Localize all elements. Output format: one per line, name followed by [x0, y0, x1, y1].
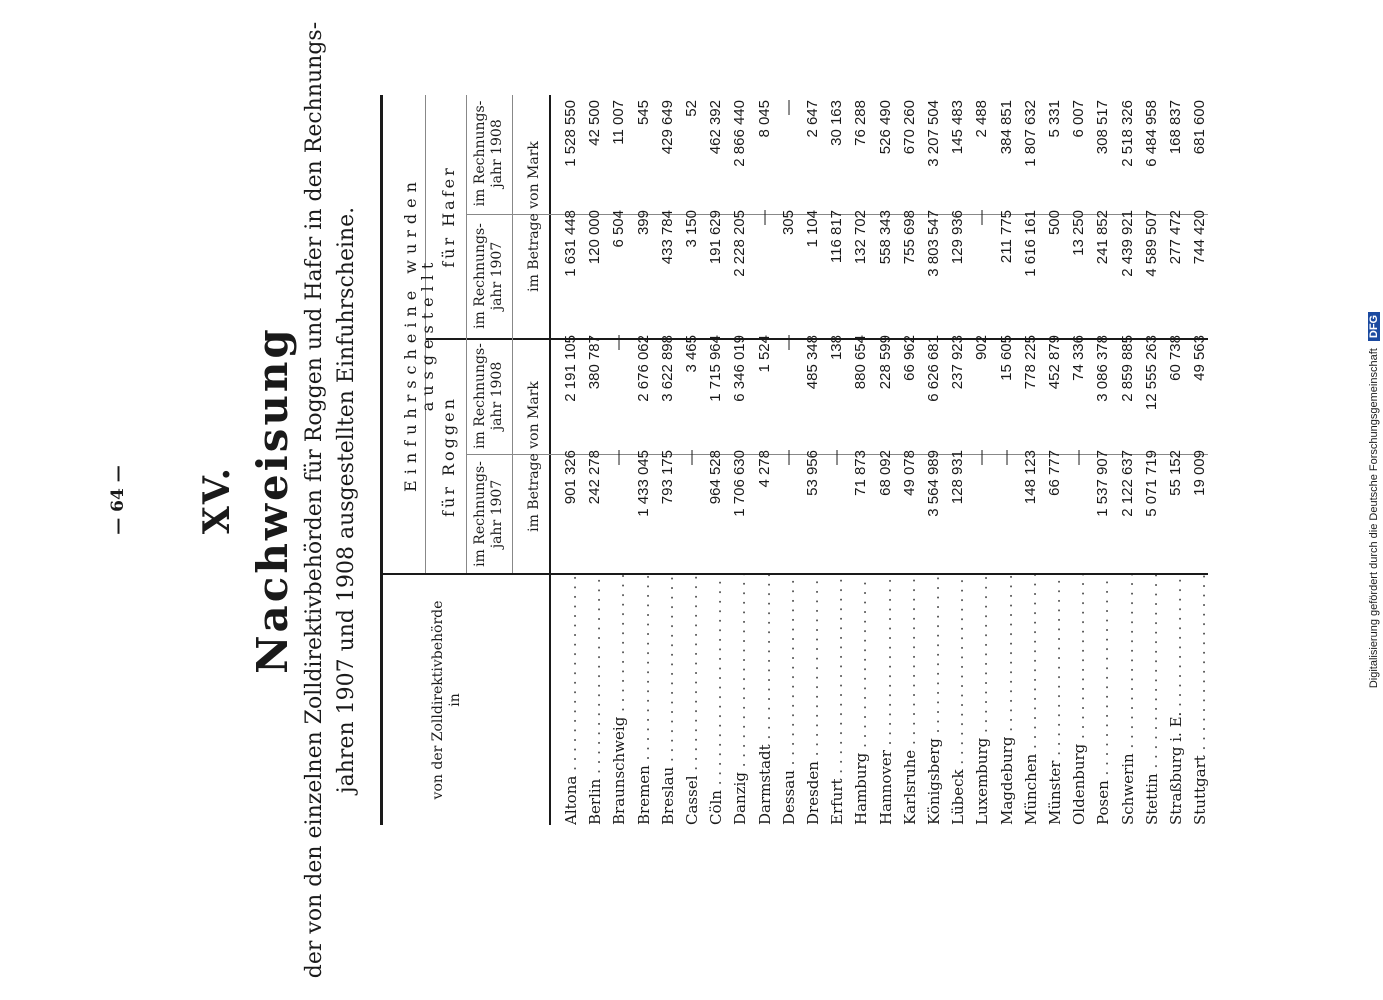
hafer-1908-value: 168 837	[1167, 100, 1184, 155]
row-name: Münster . . .	[1046, 575, 1064, 825]
hafer-1907-value: 1 616 161	[1021, 210, 1039, 277]
table-row	[1020, 95, 1044, 825]
row-name: München . . .	[1022, 575, 1040, 825]
hafer-1907-value: 755 698	[900, 210, 918, 265]
hafer-1907-value: 129 936	[949, 210, 967, 265]
table-row	[947, 95, 971, 825]
roggen-1907-value: —	[997, 450, 1015, 465]
roggen-1907-value: 71 873	[852, 450, 870, 496]
hafer-1908-value: 76 288	[852, 100, 870, 146]
row-name: Braunschweig . . .	[610, 575, 628, 825]
roggen-1907-value: —	[1070, 450, 1088, 465]
row-name: Danzig . . .	[731, 575, 749, 825]
section-numeral: XV.	[196, 465, 238, 535]
table-row	[608, 95, 632, 825]
row-name: Darmstadt . . .	[756, 575, 774, 825]
row-name: Königsberg . . .	[925, 575, 943, 825]
group-hafer: für Hafer	[439, 165, 458, 268]
hafer-1908-value: 545	[634, 100, 652, 126]
hafer-1907-value: 191 629	[707, 210, 725, 265]
roggen-1908-value: 380 787	[586, 335, 604, 390]
roggen-1907-value: 55 152	[1167, 450, 1184, 496]
roggen-1908-value: 880 654	[852, 335, 870, 390]
roggen-1907-value: 1 706 630	[731, 450, 749, 517]
hafer-1907-value: 399	[634, 210, 652, 236]
roggen-1908-value: 2 191 105	[562, 335, 579, 402]
roggen-1907-value: 4 278	[755, 450, 773, 488]
hafer-1908-value: 42 500	[586, 100, 604, 146]
hafer-1907-value: 3 150	[683, 210, 700, 248]
roggen-1907-value: 53 956	[804, 450, 821, 496]
hafer-1908-value: 2 488	[973, 100, 991, 138]
row-name: Hamburg . . .	[852, 575, 870, 825]
table-row	[1068, 95, 1092, 825]
table-row	[778, 95, 802, 825]
table-row	[826, 95, 850, 825]
row-name: Magdeburg . . .	[998, 575, 1016, 825]
hafer-1907-value: 558 343	[876, 210, 894, 265]
table-row	[923, 95, 947, 825]
table-row	[681, 95, 705, 825]
row-name: Cöln . . .	[707, 575, 725, 825]
roggen-unit-label: im Betrage von Mark	[526, 381, 542, 532]
roggen-1907-value: —	[610, 450, 628, 465]
roggen-1907-value: —	[828, 450, 846, 465]
hafer-1908-value: 6 484 958	[1142, 100, 1160, 167]
row-name: Karlsruhe . . .	[901, 575, 919, 825]
row-name: Berlin . . .	[586, 575, 604, 825]
group-rule	[466, 95, 467, 573]
hafer-1907-value: 2 439 921	[1118, 210, 1136, 277]
roggen-1907-value: —	[683, 450, 700, 465]
hafer-1907-value: —	[973, 210, 991, 225]
hafer-1907-value: 241 852	[1094, 210, 1112, 265]
roggen-1908-value: 2 676 062	[634, 335, 652, 402]
roggen-1908-value: —	[610, 335, 628, 350]
digitization-credit	[1368, 0, 1380, 1000]
roggen-1907-value: 964 528	[707, 450, 725, 505]
hafer-unit-label: im Betrage von Mark	[526, 141, 542, 292]
roggen-1908-value: 228 599	[876, 335, 894, 390]
roggen-1907-value: 242 278	[586, 450, 604, 505]
table-row	[657, 95, 681, 825]
hafer-1908-value: 429 649	[658, 100, 676, 155]
table-row	[705, 95, 729, 825]
roggen-1907-value: 1 433 045	[634, 450, 652, 517]
roggen-1908-value: 6 626 681	[925, 335, 942, 402]
row-name: Posen . . .	[1094, 575, 1112, 825]
hafer-1907-value: 1 631 448	[562, 210, 579, 277]
roggen-1907-value: 793 175	[658, 450, 676, 505]
hafer-1907-value: 132 702	[852, 210, 870, 265]
hafer-1907-value: 500	[1046, 210, 1063, 236]
row-name: Lübeck . . .	[949, 575, 967, 825]
hafer-1907-header: im Rechnungs- jahr 1907	[472, 223, 505, 329]
table-row	[875, 95, 899, 825]
row-name: Bremen . . .	[635, 575, 653, 825]
roggen-1908-value: 74 336	[1070, 335, 1088, 381]
row-name: Oldenburg . . .	[1070, 575, 1088, 825]
hafer-1907-value: 1 104	[804, 210, 821, 248]
roggen-1908-value: 2 859 885	[1118, 335, 1136, 402]
table-row	[633, 95, 657, 825]
hafer-1908-value: 2 518 326	[1118, 100, 1136, 167]
hafer-1907-value: 6 504	[610, 210, 628, 248]
hafer-1908-header: im Rechnungs- jahr 1908	[472, 100, 505, 207]
row-name: Luxemburg . . .	[973, 575, 991, 825]
hafer-1907-value: 433 784	[658, 210, 676, 265]
roggen-1908-header: im Rechnungs- jahr 1908	[472, 343, 505, 449]
roggen-1908-value: 3 622 898	[658, 335, 676, 402]
roggen-1908-value: 15 605	[997, 335, 1015, 381]
roggen-1908-value: —	[779, 335, 797, 350]
table-row	[560, 95, 584, 825]
roggen-1908-value: 60 738	[1167, 335, 1184, 381]
row-name: Cassel . . .	[683, 575, 701, 825]
table-row	[754, 95, 778, 825]
roggen-1908-value: 3 465	[683, 335, 700, 373]
table-row	[729, 95, 753, 825]
row-name: Hannover . . .	[877, 575, 895, 825]
hafer-1907-value: 305	[779, 210, 797, 236]
roggen-1908-value: 1 524	[755, 335, 773, 373]
roggen-1908-value: 1 715 964	[707, 335, 725, 402]
table-top-rule	[380, 95, 383, 825]
hafer-1908-value: 526 490	[876, 100, 894, 155]
table-row	[584, 95, 608, 825]
table-row	[971, 95, 995, 825]
row-name: Dresden . . .	[804, 575, 822, 825]
roggen-1908-value: 49 563	[1191, 335, 1209, 381]
hafer-1907-value: 744 420	[1191, 210, 1209, 265]
hafer-1908-value: 1 528 550	[562, 100, 579, 167]
row-name: Altona . . .	[562, 575, 580, 825]
hafer-1908-value: 6 007	[1070, 100, 1088, 138]
row-name: Dessau . . .	[780, 575, 798, 825]
subtitle-line-1: der von den einzelnen Zolldirektivbehörden für Roggen und Hafer in den Rechnungs-	[302, 21, 327, 979]
table-row	[1044, 95, 1068, 825]
table-row	[1165, 95, 1189, 825]
table-row	[1117, 95, 1141, 825]
row-name: Breslau . . .	[659, 575, 677, 825]
page-number: — 64 —	[108, 465, 128, 535]
row-name: Schwerin . . .	[1119, 575, 1137, 825]
table-row	[1141, 95, 1165, 825]
roggen-1907-value: 2 122 637	[1118, 450, 1136, 517]
unit-rule	[512, 95, 513, 573]
hafer-1908-value: 308 517	[1094, 100, 1112, 155]
table-row	[1092, 95, 1116, 825]
hafer-1907-value: 13 250	[1070, 210, 1088, 256]
table-row	[996, 95, 1020, 825]
roggen-1908-value: 3 086 378	[1094, 335, 1112, 402]
hafer-1907-value: 4 589 507	[1142, 210, 1160, 277]
roggen-1907-value: 901 326	[562, 450, 579, 505]
hafer-1908-value: 2 866 440	[731, 100, 749, 167]
roggen-1907-value: 49 078	[900, 450, 918, 496]
subtitle-line-2: jahren 1907 und 1908 ausgestellten Einfuhrscheine.	[334, 206, 359, 794]
hafer-1907-value: 120 000	[586, 210, 604, 265]
hafer-1908-value: 52	[683, 100, 700, 117]
hafer-1908-value: 5 331	[1046, 100, 1063, 138]
row-name: Erfurt . . .	[828, 575, 846, 825]
roggen-1907-value: —	[779, 450, 797, 465]
roggen-1908-value: 6 346 019	[731, 335, 749, 402]
hafer-1908-value: 145 483	[949, 100, 967, 155]
hafer-1907-value: 277 472	[1167, 210, 1184, 265]
roggen-1907-value: —	[973, 450, 991, 465]
hafer-1908-value: 30 163	[828, 100, 846, 146]
roggen-1908-value: 138	[828, 335, 846, 361]
group-roggen: für Roggen	[439, 396, 458, 517]
hafer-1908-value: 670 260	[900, 100, 918, 155]
roggen-1907-value: 68 092	[876, 450, 894, 496]
roggen-1907-value: 128 931	[949, 450, 967, 505]
hafer-1908-value: 681 600	[1191, 100, 1209, 155]
dfg-logo: DFG	[1368, 312, 1380, 341]
stub-header: von der Zolldirektivbehörde in	[430, 600, 463, 800]
hafer-1908-value: —	[779, 100, 797, 115]
roggen-1908-value: 485 348	[804, 335, 821, 390]
hafer-1908-value: 8 045	[755, 100, 773, 138]
hafer-1908-value: 11 007	[610, 100, 628, 145]
table-row	[1189, 95, 1213, 825]
roggen-1908-value: 66 962	[900, 335, 918, 381]
table-row	[899, 95, 923, 825]
row-name: Stuttgart . . .	[1191, 575, 1209, 825]
hafer-1908-value: 384 851	[997, 100, 1015, 155]
roggen-1908-value: 237 923	[949, 335, 967, 390]
row-name: Straßburg i. E. . . .	[1167, 575, 1185, 825]
roggen-1907-header: im Rechnungs- jahr 1907	[472, 461, 505, 567]
hafer-1908-value: 462 392	[707, 100, 725, 155]
table-row	[802, 95, 826, 825]
roggen-1908-value: 452 879	[1046, 335, 1063, 390]
roggen-1908-value: 12 555 263	[1142, 335, 1160, 411]
hafer-1908-value: 3 207 504	[925, 100, 942, 167]
hafer-1907-value: 211 775	[997, 210, 1015, 264]
roggen-1907-value: 66 777	[1046, 450, 1063, 496]
roggen-1908-value: 902	[973, 335, 991, 361]
table-row	[850, 95, 874, 825]
hafer-1907-value: 2 228 205	[731, 210, 749, 277]
hafer-1908-value: 2 647	[804, 100, 821, 138]
roggen-1907-value: 3 564 989	[925, 450, 942, 517]
hafer-1907-value: 3 803 547	[925, 210, 942, 277]
hafer-1907-value: 116 817	[828, 210, 846, 264]
page-title: Nachweisung	[248, 326, 297, 674]
roggen-1907-value: 1 537 907	[1094, 450, 1112, 517]
header-bottom-rule	[549, 95, 551, 825]
row-name: Stettin . . .	[1143, 575, 1161, 825]
roggen-1907-value: 5 071 719	[1142, 450, 1160, 517]
table-spanner: Einfuhrscheine wurden ausgestellt	[401, 176, 437, 492]
credit-text: Digitalisierung gefördert durch die Deutsche Forschungsgemeinschaft	[1368, 348, 1380, 689]
hafer-1907-value: —	[755, 210, 773, 225]
hafer-1908-value: 1 807 632	[1021, 100, 1039, 167]
roggen-1908-value: 778 225	[1021, 335, 1039, 390]
roggen-1907-value: 19 009	[1191, 450, 1209, 496]
roggen-1907-value: 148 123	[1021, 450, 1039, 505]
